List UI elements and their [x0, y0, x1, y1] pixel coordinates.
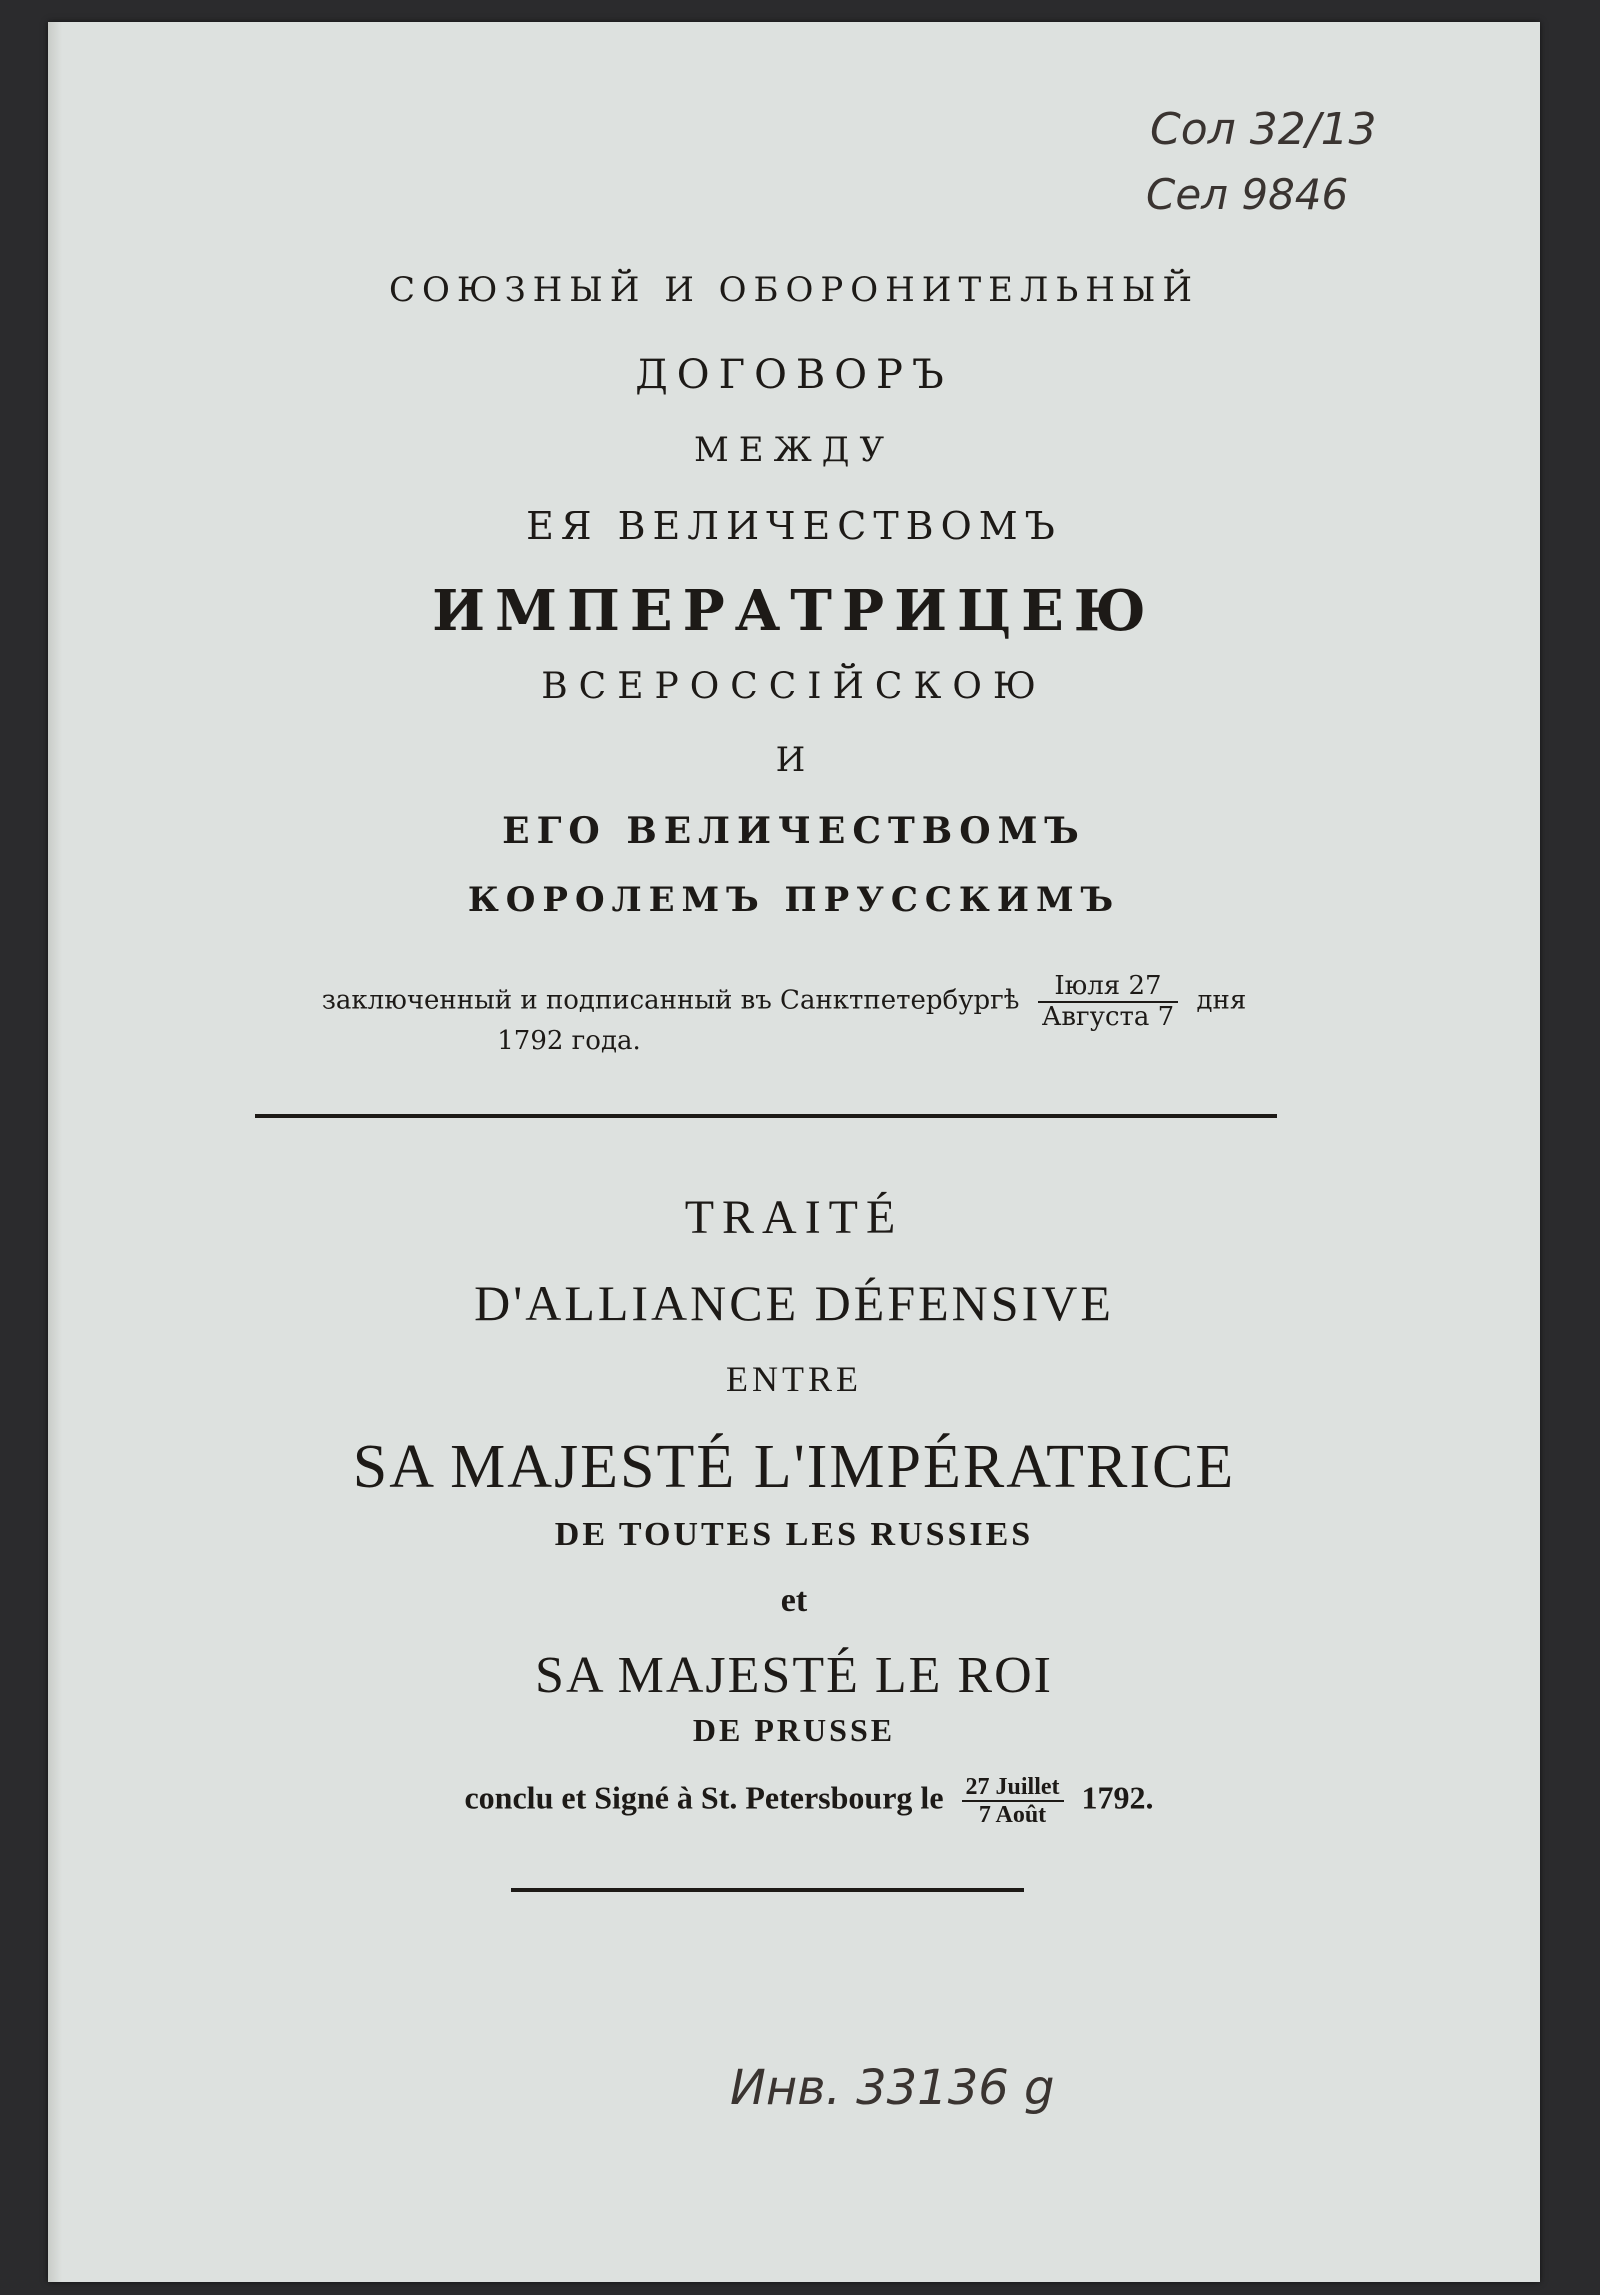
ru-title-line-7: И: [775, 740, 813, 780]
ru-title-line-1: СОЮЗНЫЙ И ОБОРОНИТЕЛЬНЫЙ: [389, 270, 1199, 310]
ru-title-line-4: ЕЯ ВЕЛИЧЕСТВОМЪ: [526, 504, 1062, 548]
ru-title-line-2: ДОГОВОРЪ: [635, 352, 953, 398]
fr-title-line-7: SA MAJESTÉ LE ROI: [535, 1647, 1053, 1704]
fr-title-line-1: TRAITÉ: [684, 1191, 904, 1244]
ru-concluded-line: [28, 972, 1540, 1031]
fr-date-fraction: [962, 1774, 1064, 1829]
ru-title-line-6: ВСЕРОССІЙСКОЮ: [541, 666, 1047, 707]
fr-title-line-3: ENTRE: [726, 1359, 862, 1399]
fr-concluded-text: conclu et Signé à St. Petersbourg le: [464, 1779, 944, 1816]
ru-year: 1792 года.: [497, 1026, 641, 1056]
fr-title-line-5: DE TOUTES LES RUSSIES: [554, 1516, 1034, 1553]
document-page: [48, 22, 1540, 2282]
bottom-rule: [511, 1888, 1024, 1892]
ru-date-fraction: [1038, 972, 1179, 1031]
ru-title-line-5: ИМПЕРАТРИЦЕЮ: [432, 578, 1156, 644]
fr-date-top: 27 Juillet: [962, 1774, 1064, 1802]
fr-title-line-2: D'ALLIANCE DÉFENSIVE: [474, 1275, 1114, 1331]
fr-title-line-4: SA MAJESTÉ L'IMPÉRATRICE: [352, 1433, 1236, 1501]
divider-rule: [255, 1114, 1277, 1118]
handwritten-shelfmark-1: Сол 32/13: [1150, 104, 1377, 155]
ru-title-line-9: КОРОЛЕМЪ ПРУССКИМЪ: [467, 880, 1121, 920]
ru-day-text: дня: [1196, 985, 1247, 1016]
ru-title-line-3: МЕЖДУ: [693, 430, 895, 470]
fr-concluded-line: [78, 1774, 1540, 1829]
fr-title-line-6: et: [780, 1582, 808, 1619]
ru-date-top: Іюля 27: [1038, 972, 1179, 1003]
fr-title-line-8: DE PRUSSE: [692, 1712, 896, 1748]
fr-date-bottom: 7 Août: [978, 1802, 1047, 1829]
handwritten-inventory-number: Инв. 33136 g: [730, 2060, 1055, 2116]
ru-title-line-8: ЕГО ВЕЛИЧЕСТВОМЪ: [502, 810, 1086, 852]
ru-date-bottom: Августа 7: [1041, 1001, 1175, 1032]
fr-year: 1792.: [1081, 1779, 1154, 1816]
ru-concluded-text: заключенный и подписанный въ Санктпетербургѣ: [321, 985, 1020, 1016]
handwritten-shelfmark-2: Сел 9846: [1146, 170, 1349, 219]
